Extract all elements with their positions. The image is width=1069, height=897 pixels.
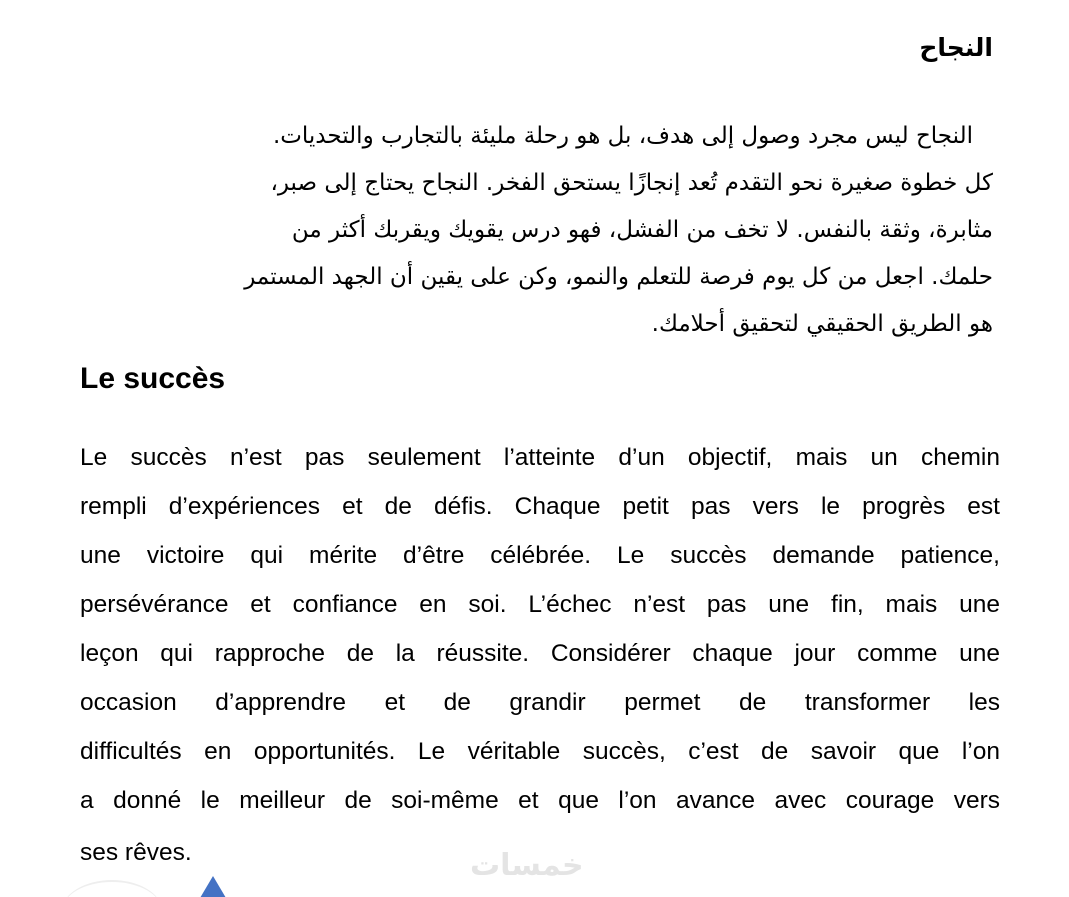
french-line: une victoire qui mérite d’être célébrée. Le succès demande patience, [80, 542, 1000, 569]
triangle-up-icon[interactable] [200, 876, 226, 897]
arabic-heading: النجاح [919, 33, 993, 62]
french-line: occasion d’apprendre et de grandir permet de transformer les [80, 689, 1000, 716]
french-line: persévérance et confiance en soi. L’échec n’est pas une fin, mais une [80, 591, 1000, 618]
french-line: difficultés en opportunités. Le véritable succès, c’est de savoir que l’on [80, 738, 1000, 765]
french-line: rempli d’expériences et de défis. Chaque petit pas vers le progrès est [80, 493, 1000, 520]
arabic-line: النجاح ليس مجرد وصول إلى هدف، بل هو رحلة مليئة بالتجارب والتحديات. [272, 123, 973, 149]
arabic-line: كل خطوة صغيرة نحو التقدم تُعد إنجازًا يستحق الفخر. النجاح يحتاج إلى صبر، [270, 170, 993, 196]
arabic-line: حلمك. اجعل من كل يوم فرصة للتعلم والنمو، وكن على يقين أن الجهد المستمر [244, 264, 993, 290]
french-line: a donné le meilleur de soi-même et que l’on avance avec courage vers [80, 787, 1000, 814]
french-line: leçon qui rapproche de la réussite. Considérer chaque jour comme une [80, 640, 1000, 667]
french-heading: Le succès [80, 362, 226, 395]
watermark-logo: خمسات [470, 848, 584, 883]
arabic-line: مثابرة، وثقة بالنفس. لا تخف من الفشل، فهو درس يقويك ويقربك أكثر من [291, 217, 993, 243]
corner-button-edge[interactable] [62, 880, 162, 897]
arabic-paragraph [98, 113, 993, 348]
french-line: ses rêves. [80, 839, 192, 866]
french-paragraph [80, 433, 1000, 881]
arabic-line: هو الطريق الحقيقي لتحقيق أحلامك. [651, 311, 993, 337]
french-line: Le succès n’est pas seulement l’atteinte d’un objectif, mais un chemin [80, 444, 1000, 471]
